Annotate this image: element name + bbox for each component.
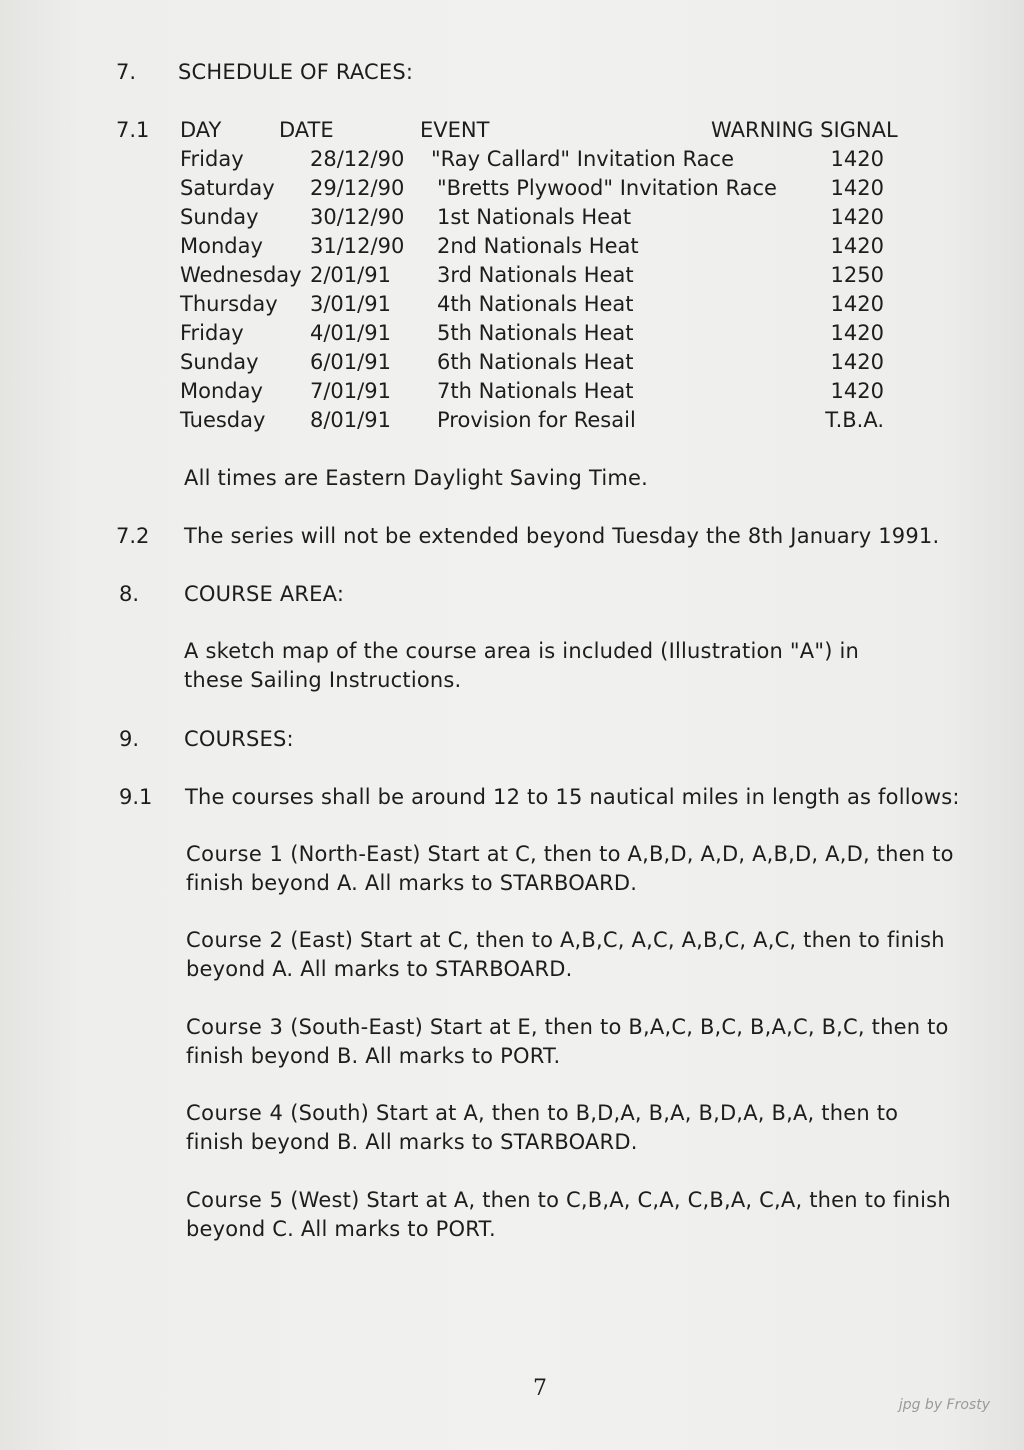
page-number: 7 [533, 1376, 547, 1401]
course-description: (West) Start at A, then to C,B,A, C,A, C,B,A, C,A, then to finish beyond C. All marks to PORT. [186, 1188, 951, 1241]
course-1 [186, 840, 956, 898]
section-8-heading: COURSE AREA: [184, 582, 345, 606]
row-event: "Ray Callard" Invitation Race [431, 147, 734, 171]
row-warning-signal: 1420 [830, 176, 884, 200]
row-warning-signal: 1420 [830, 379, 884, 403]
section-7-2-text: The series will not be extended beyond Tuesday the 8th January 1991. [184, 524, 940, 548]
section-9-1-number: 9.1 [119, 785, 153, 809]
schedule-row [0, 203, 1024, 232]
column-header-day: DAY [180, 118, 222, 142]
row-event: 2nd Nationals Heat [437, 234, 639, 258]
section-7-2-number: 7.2 [116, 524, 150, 548]
time-zone-note: All times are Eastern Daylight Saving Time. [184, 466, 649, 490]
row-day: Wednesday [180, 263, 302, 287]
section-7-heading: SCHEDULE OF RACES: [178, 60, 414, 84]
schedule-row [0, 406, 1024, 435]
course-3 [186, 1013, 956, 1071]
schedule-row [0, 145, 1024, 174]
course-description: (South-East) Start at E, then to B,A,C, B,C, B,A,C, B,C, then to finish beyond B. All marks to PORT. [186, 1015, 949, 1068]
row-date: 31/12/90 [310, 234, 405, 258]
row-date: 7/01/91 [310, 379, 391, 403]
schedule-row [0, 290, 1024, 319]
course-2 [186, 926, 956, 984]
course-5 [186, 1186, 961, 1244]
row-event: Provision for Resail [437, 408, 636, 432]
row-event: 7th Nationals Heat [437, 379, 634, 403]
row-day: Monday [180, 234, 263, 258]
row-date: 29/12/90 [310, 176, 405, 200]
row-day: Monday [180, 379, 263, 403]
section-7-number: 7. [116, 60, 137, 84]
row-event: 6th Nationals Heat [437, 350, 634, 374]
row-date: 4/01/91 [310, 321, 391, 345]
section-7-1-number: 7.1 [116, 118, 150, 142]
schedule-row [0, 261, 1024, 290]
row-warning-signal: 1420 [830, 234, 884, 258]
row-day: Sunday [180, 350, 259, 374]
row-event: 1st Nationals Heat [437, 205, 632, 229]
row-day: Thursday [180, 292, 278, 316]
column-header-date: DATE [279, 118, 334, 142]
row-day: Saturday [180, 176, 275, 200]
column-header-warning-signal: WARNING SIGNAL [711, 118, 898, 142]
row-date: 8/01/91 [310, 408, 391, 432]
row-date: 28/12/90 [310, 147, 405, 171]
schedule-row [0, 348, 1024, 377]
row-event: 4th Nationals Heat [437, 292, 634, 316]
section-8-text: A sketch map of the course area is included (Illustration "A") in these Sailing Instructions. [184, 639, 860, 692]
course-description: (North-East) Start at C, then to A,B,D, A,D, A,B,D, A,D, then to finish beyond A. All marks to STARBOARD. [186, 842, 954, 895]
row-event: 3rd Nationals Heat [437, 263, 634, 287]
section-9-heading: COURSES: [184, 727, 294, 751]
section-9-1-intro: The courses shall be around 12 to 15 nautical miles in length as follows: [185, 785, 960, 809]
row-warning-signal: T.B.A. [825, 408, 884, 432]
row-date: 30/12/90 [310, 205, 405, 229]
row-warning-signal: 1420 [830, 147, 884, 171]
row-day: Sunday [180, 205, 259, 229]
scan-credit: jpg by Frosty [898, 1397, 990, 1413]
row-day: Friday [180, 321, 244, 345]
course-description: (South) Start at A, then to B,D,A, B,A, B,D,A, B,A, then to finish beyond B. All marks to STARBOARD. [186, 1101, 899, 1154]
row-warning-signal: 1250 [830, 263, 884, 287]
row-date: 6/01/91 [310, 350, 391, 374]
column-header-event: EVENT [420, 118, 490, 142]
row-warning-signal: 1420 [830, 350, 884, 374]
schedule-row [0, 377, 1024, 406]
course-name: Course 3 [186, 1015, 284, 1039]
course-name: Course 2 [186, 928, 284, 952]
section-8-number: 8. [119, 582, 140, 606]
row-day: Tuesday [180, 408, 266, 432]
course-description: (East) Start at C, then to A,B,C, A,C, A,B,C, A,C, then to finish beyond A. All marks to STARBOARD. [186, 928, 945, 981]
course-name: Course 4 [186, 1101, 284, 1125]
course-name: Course 5 [186, 1188, 284, 1212]
row-event: 5th Nationals Heat [437, 321, 634, 345]
row-event: "Bretts Plywood" Invitation Race [437, 176, 777, 200]
row-day: Friday [180, 147, 244, 171]
row-date: 2/01/91 [310, 263, 391, 287]
course-4 [186, 1099, 956, 1157]
row-warning-signal: 1420 [830, 292, 884, 316]
schedule-header-row [0, 116, 1024, 145]
row-warning-signal: 1420 [830, 205, 884, 229]
schedule-row [0, 174, 1024, 203]
row-date: 3/01/91 [310, 292, 391, 316]
schedule-row [0, 319, 1024, 348]
section-9-number: 9. [119, 727, 140, 751]
course-name: Course 1 [186, 842, 284, 866]
schedule-row [0, 232, 1024, 261]
row-warning-signal: 1420 [830, 321, 884, 345]
